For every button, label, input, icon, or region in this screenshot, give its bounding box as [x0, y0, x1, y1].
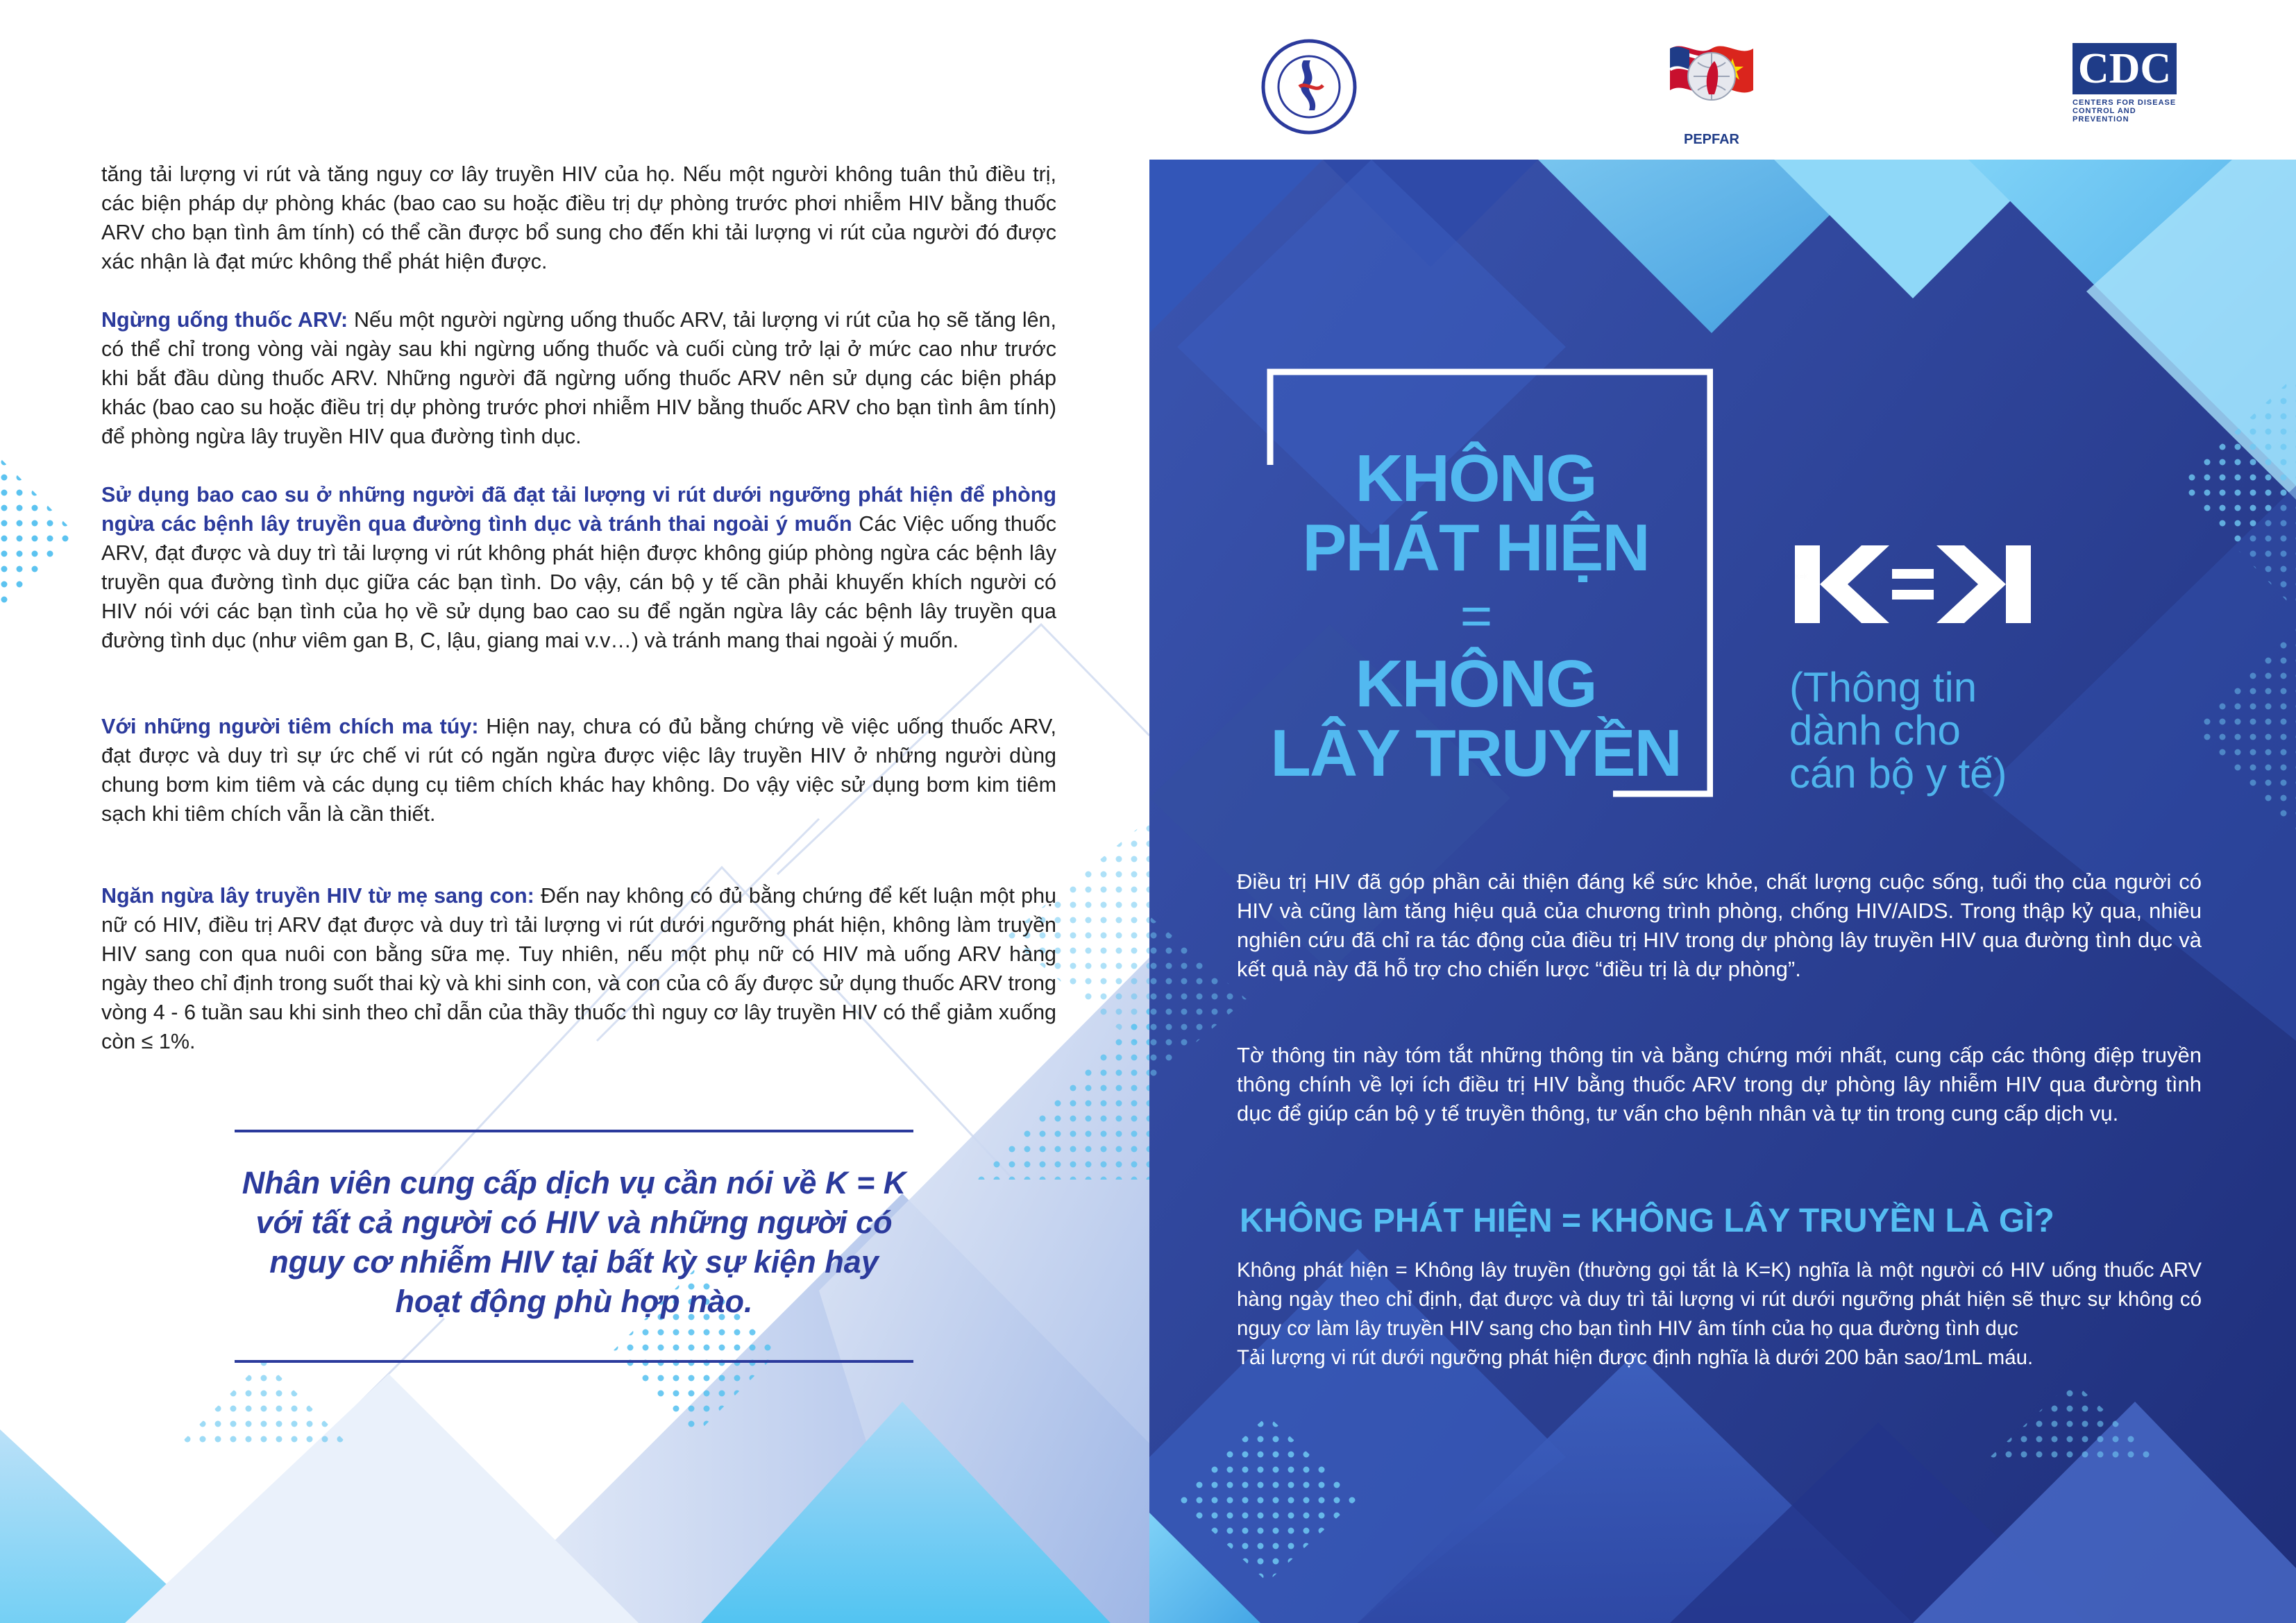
- callout-top-rule: [235, 1130, 913, 1132]
- title-line-1: KHÔNG: [1355, 441, 1596, 516]
- cdc-name-line2: CONTROL AND PREVENTION: [2073, 107, 2136, 124]
- cdc-logo: [2073, 43, 2191, 126]
- section-lead: Với những người tiêm chích ma túy:: [101, 715, 479, 738]
- section-injecting-drugs: [101, 712, 1056, 829]
- kk-logo: [1795, 545, 2031, 627]
- definition-paragraph-1: Không phát hiện = Không lây truyền (thường gọi tắt là K=K) nghĩa là một người có HIV uống thuốc ARV hàng ngày theo chỉ định, đạt được và duy trì tải lượng vi rút dưới ngưỡng phát hiện sẽ thực sự không có nguy cơ làm lây truyền HIV sang cho bạn tình HIV âm tính của họ qua đường tình dục: [1237, 1259, 2202, 1340]
- callout-bottom-rule: [235, 1360, 913, 1363]
- pepfar-logo: [1663, 28, 1760, 149]
- cdc-letters: CDC: [2077, 45, 2172, 92]
- title-line-3: KHÔNG: [1355, 647, 1596, 721]
- callout-text: Nhân viên cung cấp dịch vụ cần nói về K = K với tất cả người có HIV và những người có nguy cơ nhiễm HIV tại bất kỳ sự kiện hay hoạt động phù hợp nào.: [242, 1165, 906, 1319]
- subtitle-line-2: dành cho: [1789, 707, 1961, 754]
- intro-paragraph: tăng tải lượng vi rút và tăng nguy cơ lây truyền HIV của họ. Nếu một người không tuân thủ điều trị, các biện pháp dự phòng khác (bao cao su hoặc điều trị dự phòng trước phơi nhiễm HIV bằng thuốc ARV cho bạn tình âm tính) có thể cần được bổ sung cho đến khi tải lượng vi rút của người đó được xác nhận là đạt mức không thể phát hiện được.: [101, 162, 1056, 273]
- logo-bar: [1149, 0, 2296, 160]
- section-mother-to-child: [101, 881, 1056, 1056]
- section-body: Nếu một người ngừng uống thuốc ARV, tải lượng vi rút của họ sẽ tăng lên, có thể chỉ trong vòng vài ngày sau khi ngừng uống thuốc và cuối cùng trở lại ở mức cao như trước khi bắt đầu dùng thuốc ARV. Những người đã ngừng uống thuốc ARV nên sử dụng các biện pháp khác (bao cao su hoặc điều trị dự phòng trước phơi nhiễm HIV bằng thuốc ARV cho bạn tình âm tính) để phòng ngừa lây truyền HIV qua đường tình dục.: [101, 308, 1056, 448]
- vaac-seal-text: [1266, 80, 1352, 88]
- right-background-decoration: [1149, 0, 2296, 1623]
- callout-box: [235, 1130, 913, 1363]
- pepfar-flags-globe-icon: [1663, 28, 1760, 118]
- title-line-2: PHÁT HIỆN: [1302, 511, 1649, 585]
- right-page: [1149, 0, 2296, 1623]
- subtitle-line-1: (Thông tin: [1789, 664, 1977, 711]
- intro-paragraph-1: Điều trị HIV đã góp phần cải thiện đáng kể sức khỏe, chất lượng cuộc sống, tuổi thọ của người có HIV và cũng làm tăng hiệu quả của chương trình phòng, chống HIV/AIDS. Trong thập kỷ qua, nhiều nghiên cứu đã chỉ ra tác động của điều trị HIV trong dự phòng lây truyền HIV qua đường tình dục và kết quả này đã hỗ trợ cho chiến lược “điều trị là dự phòng”.: [1237, 869, 2202, 981]
- cdc-name-line1: CENTERS FOR DISEASE: [2073, 99, 2177, 107]
- intro-paragraph-2: Tờ thông tin này tóm tắt những thông tin và bằng chứng mới nhất, cung cấp các thông điệp truyền thông chính về lợi ích điều trị HIV bằng thuốc ARV trong dự phòng lây nhiễm HIV qua đường tình dục để giúp cán bộ y tế truyền thông, tư vấn cho bệnh nhân và tự tin trong cung cấp dịch vụ.: [1237, 1043, 2202, 1125]
- kk-logo-icon: [1795, 545, 2031, 623]
- section-stop-arv: [101, 305, 1056, 451]
- question-heading: KHÔNG PHÁT HIỆN = KHÔNG LÂY TRUYỀN LÀ GÌ?: [1240, 1203, 2054, 1239]
- cdc-mark: [2073, 43, 2177, 94]
- section-lead: Sử dụng bao cao su ở những người đã đạt tải lượng vi rút dưới ngưỡng phát hiện để phòng ngừa các bệnh lây truyền qua đường tình dục và tránh thai ngoài ý muốn: [101, 483, 1056, 536]
- section-body: Hiện nay, chưa có đủ bằng chứng về việc uống thuốc ARV, đạt được và duy trì sự ức chế vi rút có ngăn ngừa được việc lây truyền HIV ở những người dùng chung bơm kim tiêm và các dụng cụ tiêm chích khác hay không. Do vậy việc sử dụng bơm kim tiêm sạch khi tiêm chích vẫn là cần thiết.: [101, 715, 1056, 826]
- main-title: [1233, 441, 1719, 790]
- section-lead: Ngừng uống thuốc ARV:: [101, 308, 348, 332]
- definition-text: [1237, 1256, 2202, 1373]
- subtitle-line-3: cán bộ y tế): [1789, 750, 2007, 797]
- kk-logo-text: [1795, 573, 1808, 581]
- pepfar-label: PEPFAR: [1683, 132, 1740, 147]
- title-line-4: LÂY TRUYỀN: [1270, 716, 1681, 790]
- section-lead: Ngăn ngừa lây truyền HIV từ mẹ sang con:: [101, 884, 534, 908]
- section-body: Các Việc uống thuốc ARV, đạt được và duy trì tải lượng vi rút không phát hiện được không giúp phòng ngừa các bệnh lây truyền qua đường tình dục giữa các bạn tình. Do vậy, cán bộ y tế cần phải khuyến khích người có HIV nói với các bạn tình của họ về sử dụng bao cao su để ngăn ngừa lây các bệnh lây truyền qua đường tình dục (như viêm gan B, C, lậu, giang mai v.v…) và tránh mang thai ngoài ý muốn.: [101, 512, 1056, 652]
- vaac-logo: [1260, 38, 1358, 135]
- title-equals: =: [1460, 585, 1492, 647]
- section-condom-use: [101, 480, 1056, 655]
- subtitle: [1789, 666, 2081, 795]
- definition-paragraph-2: Tải lượng vi rút dưới ngưỡng phát hiện được định nghĩa là dưới 200 bản sao/1mL máu.: [1237, 1346, 2034, 1369]
- section-body: Đến nay không có đủ bằng chứng để kết luận một phụ nữ có HIV, điều trị ARV đạt được và duy trì tải lượng vi rút dưới ngưỡng phát hiện, không làm truyền HIV sang con qua nuôi con bằng sữa mẹ. Tuy nhiên, nếu một phụ nữ có HIV mà uống ARV hàng ngày theo chỉ định trong suốt thai kỳ và khi sinh con, và con của cô ấy được sử dụng thuốc ARV trong vòng 4 - 6 tuần sau khi sinh theo chỉ dẫn của thầy thuốc thì nguy cơ lây truyền HIV có thể giảm xuống còn ≤ 1%.: [101, 884, 1057, 1053]
